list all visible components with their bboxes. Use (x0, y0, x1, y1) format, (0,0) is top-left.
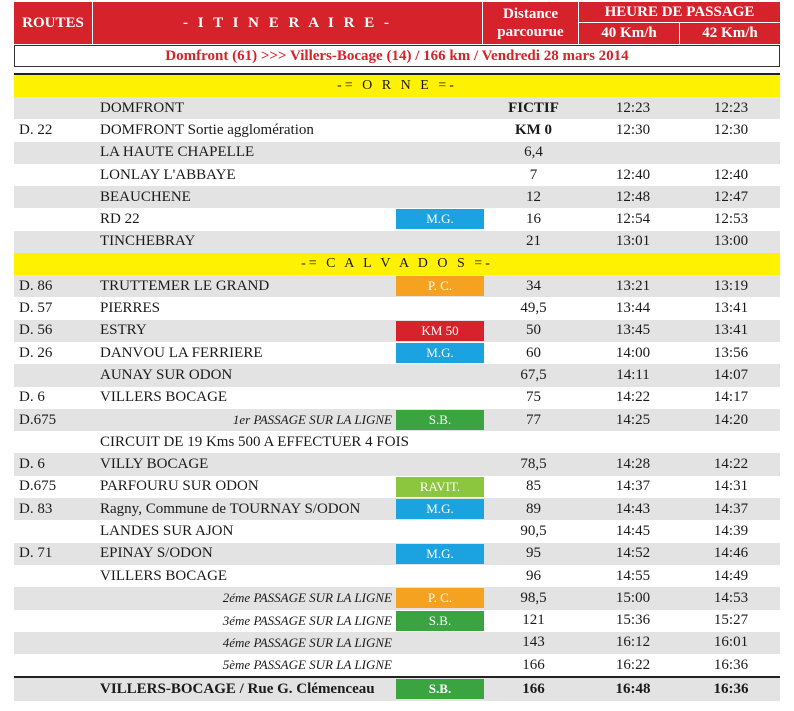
distance-cell: 78,5 (520, 456, 547, 473)
distance-cell: KM 0 (514, 121, 553, 138)
time-40-cell: 14:37 (615, 478, 651, 495)
header-distance (483, 2, 578, 44)
distance-cell: 21 (526, 233, 541, 250)
place-cell: TINCHEBRAY (100, 233, 196, 250)
header-distance-line2: parcourue (497, 24, 564, 40)
place-cell: DOMFRONT (100, 99, 185, 116)
place-cell: 2éme PASSAGE SUR LA LIGNE (222, 590, 392, 606)
distance-cell: 85 (526, 478, 541, 495)
band-calvados (14, 253, 780, 275)
time-42-cell: 12:40 (713, 166, 749, 183)
route-cell: D. 83 (19, 500, 53, 517)
route-cell (19, 565, 99, 587)
time-42-cell: 14:20 (713, 411, 749, 428)
place-cell: 3éme PASSAGE SUR LA LIGNE (222, 612, 392, 628)
place-cell: 1er PASSAGE SUR LA LIGNE (232, 412, 392, 427)
time-40-cell: 13:01 (615, 233, 651, 250)
table-row (14, 119, 780, 141)
calvados-rows (14, 275, 780, 701)
route-cell (19, 186, 99, 208)
place-cell: BEAUCHENE (100, 188, 191, 205)
control-badge: M.G. (396, 209, 484, 229)
route-cell: D. 57 (19, 300, 53, 317)
control-badge: S.B. (396, 410, 484, 430)
table-row (14, 387, 780, 409)
distance-cell: 121 (522, 612, 545, 629)
time-40-cell: 16:22 (615, 656, 651, 673)
time-40-cell: 13:21 (615, 277, 651, 294)
time-40-cell: 14:11 (616, 366, 650, 383)
distance-cell: 7 (529, 166, 538, 183)
route-cell: D. 71 (19, 545, 53, 562)
time-42-cell: 12:47 (713, 188, 749, 205)
table-row (14, 431, 780, 453)
time-42-cell: 12:53 (713, 211, 749, 228)
time-40-cell: 14:22 (615, 389, 651, 406)
table-row (14, 164, 780, 186)
table-row (14, 186, 780, 208)
place-cell: Ragny, Commune de TOURNAY S/ODON (100, 500, 361, 517)
time-40-cell (587, 431, 679, 453)
time-40-cell: 14:25 (615, 411, 651, 428)
time-42-cell: 16:36 (713, 681, 749, 698)
time-42-cell: 13:19 (713, 277, 749, 294)
table-row (14, 320, 780, 342)
time-42-cell: 13:00 (713, 233, 749, 250)
route-cell: D. 6 (19, 389, 45, 406)
control-badge: P. C. (396, 276, 484, 296)
place-cell: LA HAUTE CHAPELLE (100, 144, 255, 161)
table-row (14, 97, 780, 119)
place-cell: AUNAY SUR ODON (100, 366, 233, 383)
time-42-cell: 14:07 (713, 366, 749, 383)
time-40-cell: 14:43 (615, 500, 651, 517)
time-42-cell: 14:37 (713, 500, 749, 517)
place-cell: VILLY BOCAGE (100, 456, 209, 473)
table-row (14, 409, 780, 431)
table-row (14, 632, 780, 654)
time-42-cell: 12:23 (713, 99, 749, 116)
header-routes (14, 2, 92, 44)
time-42-cell: 15:27 (713, 612, 749, 629)
route-cell: D. 6 (19, 456, 45, 473)
header-routes-label: ROUTES (22, 14, 84, 31)
distance-cell: 60 (526, 344, 541, 361)
place-cell: LANDES SUR AJON (100, 522, 234, 539)
route-cell: D.675 (19, 411, 57, 428)
time-40-cell: 14:45 (615, 522, 651, 539)
route-subtitle: Domfront (61) >>> Villers-Bocage (14) / 166 km / Vendredi 28 mars 2014 (14, 45, 780, 67)
distance-cell: 98,5 (520, 589, 547, 606)
distance-cell: 49,5 (520, 300, 547, 317)
route-cell (19, 97, 99, 119)
place-cell: VILLERS BOCAGE (100, 567, 228, 584)
place-cell: PARFOURU SUR ODON (100, 478, 259, 495)
time-40-cell: 14:00 (615, 344, 651, 361)
distance-cell: 89 (526, 500, 541, 517)
route-cell (19, 610, 99, 632)
band-orne-label: -= O R N E =- (337, 78, 457, 93)
band-calvados-label: -= C A L V A D O S =- (301, 256, 493, 272)
place-cell: VILLERS-BOCAGE / Rue G. Clémenceau (100, 681, 375, 698)
header-heure (579, 2, 780, 44)
time-40-cell: 14:55 (615, 567, 651, 584)
time-42-cell: 14:31 (713, 478, 749, 495)
control-badge: M.G. (396, 343, 484, 363)
distance-cell: 143 (522, 634, 545, 651)
place-cell: 4éme PASSAGE SUR LA LIGNE (222, 634, 392, 650)
distance-cell: 90,5 (520, 522, 547, 539)
time-40-cell: 12:30 (615, 121, 651, 138)
control-badge: KM 50 (396, 321, 484, 341)
header-itineraire-label: - I T I N E R A I R E - (183, 14, 392, 31)
time-40-cell: 14:28 (615, 456, 651, 473)
distance-cell: 77 (526, 411, 541, 428)
distance-cell: 6,4 (524, 144, 543, 161)
header-speed-42: 42 Km/h (702, 25, 758, 41)
place-cell: PIERRES (100, 300, 161, 317)
table-row (14, 275, 780, 297)
distance-cell: 166 (522, 681, 545, 698)
route-cell (19, 231, 99, 253)
table-row (14, 297, 780, 319)
place-cell: RD 22 (100, 211, 140, 228)
table-row (14, 142, 780, 164)
route-cell (19, 431, 99, 453)
distance-cell: 67,5 (520, 366, 547, 383)
time-42-cell: 14:49 (713, 567, 749, 584)
table-row (14, 476, 780, 498)
time-42-cell: 13:56 (713, 344, 749, 361)
route-cell: D. 26 (19, 344, 53, 361)
time-40-cell: 14:52 (615, 545, 651, 562)
route-cell (19, 654, 99, 676)
header-distance-line1: Distance (503, 6, 558, 22)
itinerary-table (14, 73, 780, 701)
control-badge: M.G. (396, 544, 484, 564)
place-cell: 5ème PASSAGE SUR LA LIGNE (222, 657, 392, 673)
route-cell: D.675 (19, 478, 57, 495)
table-row (14, 498, 780, 520)
route-cell: D. 86 (19, 277, 53, 294)
time-42-cell: 13:41 (713, 322, 749, 339)
time-40-cell: 16:12 (615, 634, 651, 651)
time-40-cell: 16:48 (615, 681, 651, 698)
table-row (14, 208, 780, 230)
time-40-cell: 15:36 (615, 612, 651, 629)
distance-cell (486, 431, 581, 453)
time-40-cell: 12:40 (615, 166, 651, 183)
table-row (14, 610, 780, 632)
control-badge: RAVIT. (396, 477, 484, 497)
table-row (14, 676, 780, 700)
time-42-cell: 14:22 (713, 456, 749, 473)
place-cell: VILLERS BOCAGE (100, 389, 228, 406)
header-heure-title: HEURE DE PASSAGE (579, 2, 780, 23)
route-cell (19, 164, 99, 186)
time-42-cell: 14:17 (713, 389, 749, 406)
control-badge: M.G. (396, 499, 484, 519)
time-42-cell: 12:30 (713, 121, 749, 138)
header-itineraire (93, 2, 482, 44)
place-cell: DANVOU LA FERRIERE (100, 344, 263, 361)
route-cell: D. 56 (19, 322, 53, 339)
place-cell: EPINAY S/ODON (100, 545, 213, 562)
distance-cell: FICTIF (508, 99, 559, 116)
distance-cell: 75 (526, 389, 541, 406)
table-row (14, 520, 780, 542)
time-42-cell: 14:53 (713, 589, 749, 606)
time-40-cell (587, 142, 679, 164)
time-42-cell: 16:36 (713, 656, 749, 673)
time-42-cell: 14:39 (713, 522, 749, 539)
route-cell (19, 678, 99, 700)
orne-rows (14, 97, 780, 253)
place-cell: ESTRY (100, 322, 147, 339)
table-row (14, 587, 780, 609)
distance-cell: 50 (526, 322, 541, 339)
route-cell (19, 364, 99, 386)
distance-cell: 95 (526, 545, 541, 562)
time-42-cell (682, 431, 780, 453)
header-speed-40: 40 Km/h (579, 23, 680, 44)
time-40-cell: 13:45 (615, 322, 651, 339)
table-row (14, 453, 780, 475)
control-badge: S.B. (396, 679, 484, 699)
time-40-cell: 12:48 (615, 188, 651, 205)
time-42-cell: 16:01 (713, 634, 749, 651)
table-row (14, 364, 780, 386)
header-speeds (579, 23, 780, 44)
distance-cell: 34 (526, 277, 541, 294)
band-orne (14, 75, 780, 97)
time-40-cell: 15:00 (615, 589, 651, 606)
place-cell: LONLAY L'ABBAYE (100, 166, 236, 183)
time-40-cell: 12:54 (615, 211, 651, 228)
control-badge: S.B. (396, 611, 484, 631)
distance-cell: 16 (526, 211, 541, 228)
route-cell (19, 208, 99, 230)
route-cell (19, 632, 99, 654)
table-row (14, 654, 780, 676)
table-row (14, 231, 780, 253)
time-42-cell (682, 142, 780, 164)
time-40-cell: 13:44 (615, 300, 651, 317)
place-cell: TRUTTEMER LE GRAND (100, 277, 270, 294)
distance-cell: 166 (522, 656, 545, 673)
route-cell (19, 520, 99, 542)
table-row (14, 342, 780, 364)
distance-cell: 96 (526, 567, 541, 584)
control-badge: P. C. (396, 588, 484, 608)
time-42-cell: 13:41 (713, 300, 749, 317)
time-40-cell: 12:23 (615, 99, 651, 116)
distance-cell: 12 (526, 188, 541, 205)
table-row (14, 565, 780, 587)
time-42-cell: 14:46 (713, 545, 749, 562)
route-cell (19, 142, 99, 164)
route-cell: D. 22 (19, 121, 53, 138)
route-cell (19, 587, 99, 609)
place-cell: DOMFRONT Sortie agglomération (100, 121, 314, 138)
table-row (14, 543, 780, 565)
place-cell: CIRCUIT DE 19 Kms 500 A EFFECTUER 4 FOIS (100, 433, 409, 450)
